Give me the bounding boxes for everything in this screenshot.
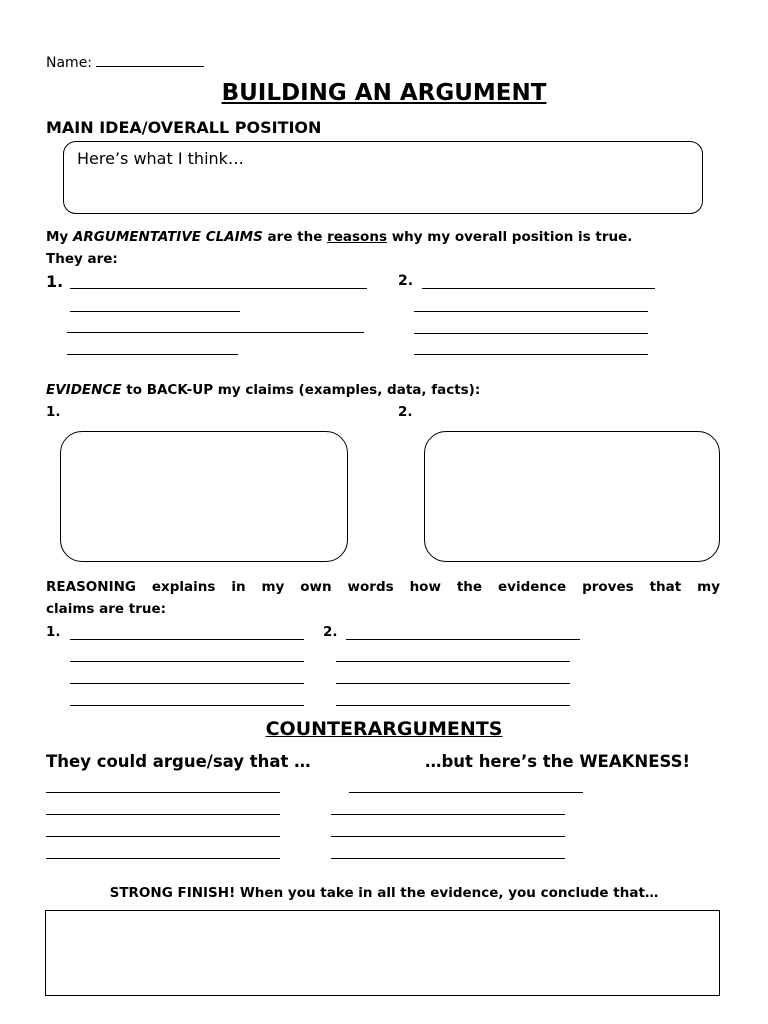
claims-instruction xyxy=(46,229,632,245)
claims-text-rest: why my overall position is true. xyxy=(391,229,633,245)
counter-left-line[interactable] xyxy=(46,836,280,837)
strong-finish-prompt: STRONG FINISH! When you take in all the evidence, you conclude that… xyxy=(109,885,659,901)
claims-text-are-the: are the xyxy=(267,229,323,245)
counter-left-line[interactable] xyxy=(46,792,280,793)
counterarguments-title-wrap xyxy=(0,718,768,740)
name-label-row xyxy=(46,54,204,71)
reasoning-2-number: 2. xyxy=(323,624,338,640)
evidence-1-box[interactable] xyxy=(60,431,348,562)
claim-2-line[interactable] xyxy=(414,311,648,312)
reasoning-1-line[interactable] xyxy=(70,705,304,706)
evidence-instruction xyxy=(46,382,480,398)
evidence-2-number: 2. xyxy=(398,404,413,420)
main-idea-heading: MAIN IDEA/OVERALL POSITION xyxy=(46,118,322,137)
evidence-1-number: 1. xyxy=(46,404,61,420)
reasoning-1-line[interactable] xyxy=(70,661,304,662)
claim-2-line[interactable] xyxy=(414,354,648,355)
reasoning-2-line[interactable] xyxy=(346,639,580,640)
reasoning-1-number: 1. xyxy=(46,624,61,640)
claims-they-are: They are: xyxy=(46,251,118,267)
counter-left-line[interactable] xyxy=(46,814,280,815)
evidence-2-box[interactable] xyxy=(424,431,720,562)
main-idea-prompt: Here’s what I think… xyxy=(77,149,244,168)
counter-right-heading: …but here’s the WEAKNESS! xyxy=(425,752,691,771)
claims-text-my: My xyxy=(46,229,69,245)
page-title-wrap xyxy=(0,80,768,106)
evidence-text-evidence: EVIDENCE xyxy=(46,382,122,398)
claim-2-number: 2. xyxy=(398,273,414,289)
strong-finish-box[interactable] xyxy=(45,910,720,996)
counter-right-line[interactable] xyxy=(331,836,565,837)
counter-right-line[interactable] xyxy=(331,814,565,815)
claim-1-line[interactable] xyxy=(70,288,367,289)
reasoning-2-line[interactable] xyxy=(336,661,570,662)
reasoning-instruction-line-1: REASONING explains in my own words how the evidence proves that my xyxy=(46,579,720,595)
counterarguments-title: COUNTERARGUMENTS xyxy=(265,718,503,740)
reasoning-1-line[interactable] xyxy=(70,683,304,684)
page-title: BUILDING AN ARGUMENT xyxy=(221,80,547,106)
claim-1-line[interactable] xyxy=(70,311,240,312)
counter-left-heading: They could argue/say that … xyxy=(46,752,311,771)
claim-1-number: 1. xyxy=(46,272,64,291)
name-label: Name: xyxy=(46,55,93,71)
evidence-text-rest: to BACK-UP my claims (examples, data, facts): xyxy=(126,382,481,398)
claim-1-line[interactable] xyxy=(67,332,364,333)
counter-left-line[interactable] xyxy=(46,858,280,859)
reasoning-instruction-line-2: claims are true: xyxy=(46,601,167,617)
reasoning-1-line[interactable] xyxy=(70,639,304,640)
claim-2-line[interactable] xyxy=(422,288,655,289)
claim-2-line[interactable] xyxy=(414,333,648,334)
name-field[interactable] xyxy=(96,54,204,67)
reasoning-2-line[interactable] xyxy=(336,705,570,706)
claims-text-argumentative: ARGUMENTATIVE CLAIMS xyxy=(72,229,263,245)
claim-1-line[interactable] xyxy=(67,354,238,355)
counter-right-line[interactable] xyxy=(331,858,565,859)
reasoning-2-line[interactable] xyxy=(336,683,570,684)
claims-text-reasons: reasons xyxy=(327,229,387,245)
counter-right-line[interactable] xyxy=(349,792,583,793)
